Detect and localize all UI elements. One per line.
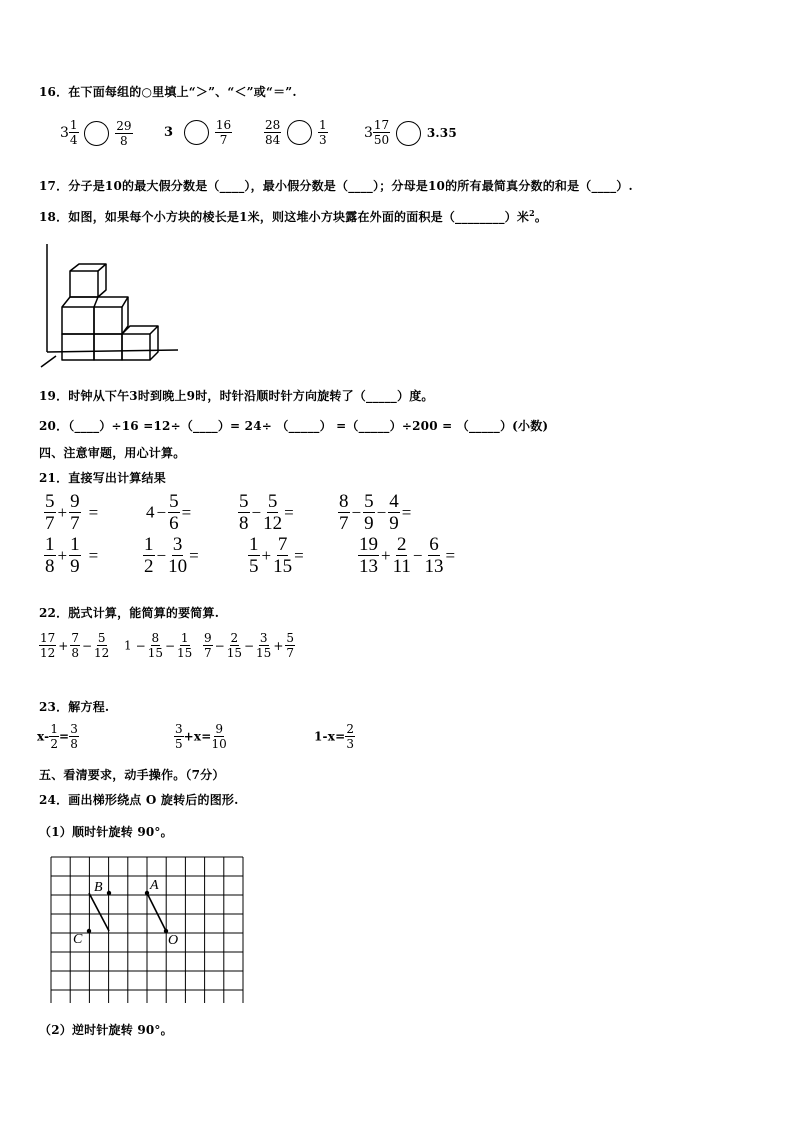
fraction: $\frac{6}{13}$ bbox=[424, 534, 444, 577]
fraction: $\frac{8}{15}$ bbox=[147, 631, 163, 660]
segment-ao bbox=[147, 893, 166, 931]
q20-text: 20．（____）÷16 =12÷（____）= 24÷ （_____） =（_____）÷200 = （_____）(小数) bbox=[39, 419, 549, 433]
cube-stack-figure bbox=[38, 240, 183, 370]
q16-2-left: 3 bbox=[164, 125, 174, 140]
q16-item-1 bbox=[60, 119, 133, 147]
fraction: $\frac{9}{10}$ bbox=[211, 722, 227, 751]
operator: − bbox=[214, 638, 225, 653]
eq-equals: = bbox=[58, 729, 70, 744]
q16-3-rnum: 1 bbox=[318, 118, 327, 132]
fraction: $\frac{1}{15}$ bbox=[177, 631, 193, 660]
q21-row1-item3 bbox=[238, 492, 296, 533]
label-c: C bbox=[73, 932, 83, 947]
q17-text: 17．分子是10的最大假分数是（____），最小假分数是（____）；分母是10的所有最简真分数的和是（____）. bbox=[39, 179, 633, 193]
q16-4-num: 17 bbox=[373, 118, 390, 132]
operator: − bbox=[376, 502, 387, 522]
fraction: $\frac{5}{12}$ bbox=[263, 491, 283, 534]
section-4-heading: 四、注意审题，用心计算。 bbox=[39, 446, 186, 460]
q18-tail: 。 bbox=[534, 210, 548, 224]
floor-diagonal-line bbox=[41, 356, 56, 367]
q23-eq2 bbox=[174, 723, 227, 750]
eq-mid: +x= bbox=[183, 729, 212, 744]
equals: = bbox=[401, 502, 412, 522]
q18-sup: 2 bbox=[529, 208, 535, 218]
fraction: $\frac{19}{13}$ bbox=[359, 534, 378, 577]
fraction: $\frac{3}{5}$ bbox=[175, 722, 183, 751]
fraction: $\frac{7}{8}$ bbox=[71, 631, 79, 660]
fraction: $\frac{2}{11}$ bbox=[392, 534, 411, 577]
operator: − bbox=[135, 638, 146, 653]
q16-3-rden: 3 bbox=[318, 133, 327, 147]
fraction: $\frac{5}{9}$ bbox=[364, 491, 374, 534]
fraction: $\frac{17}{12}$ bbox=[40, 631, 56, 660]
q16-3-lden: 84 bbox=[265, 133, 281, 147]
q16-2-rden: 7 bbox=[219, 133, 228, 147]
fraction: $\frac{8}{7}$ bbox=[339, 491, 349, 534]
compare-circle-3[interactable] bbox=[287, 120, 312, 145]
q22-text: 22．脱式计算，能简算的要简算. bbox=[39, 606, 220, 620]
q21-row2-item3 bbox=[248, 535, 306, 576]
whole: 4 bbox=[146, 502, 155, 522]
fraction: $\frac{5}{7}$ bbox=[286, 631, 295, 660]
compare-circle-2[interactable] bbox=[184, 120, 209, 145]
fraction: $\frac{5}{8}$ bbox=[239, 491, 249, 534]
fraction: $\frac{5}{6}$ bbox=[169, 491, 179, 534]
operator: + bbox=[57, 545, 68, 565]
operator: + bbox=[273, 638, 284, 653]
equals: = bbox=[445, 545, 456, 565]
equals: = bbox=[181, 502, 192, 522]
fraction: $\frac{1}{5}$ bbox=[249, 534, 259, 577]
q22-item2 bbox=[124, 632, 192, 659]
equals: = bbox=[284, 502, 294, 522]
fraction: $\frac{4}{9}$ bbox=[389, 491, 399, 534]
fraction: $\frac{9}{7}$ bbox=[204, 631, 212, 660]
q24-sub1: （1）顺时针旋转 90°。 bbox=[39, 825, 173, 839]
q16-1-whole: 3 bbox=[60, 124, 69, 141]
whole: 1 bbox=[124, 638, 132, 653]
q21-text: 21．直接写出计算结果 bbox=[39, 471, 166, 485]
operator: + bbox=[57, 502, 68, 522]
q16-item-4 bbox=[364, 119, 457, 146]
rotation-grid bbox=[49, 855, 245, 1003]
operator: − bbox=[351, 502, 362, 522]
q16-text: 16．在下面每组的○里填上“＞”、“＜”或“＝”. bbox=[39, 85, 297, 99]
operator: − bbox=[156, 545, 167, 565]
q24-text: 24．画出梯形绕点 O 旋转后的图形. bbox=[39, 793, 239, 807]
fraction: $\frac{2}{3}$ bbox=[346, 722, 354, 751]
fraction: $\frac{1}{2}$ bbox=[144, 534, 154, 577]
fraction: $\frac{1}{9}$ bbox=[70, 534, 80, 577]
label-a: A bbox=[150, 878, 159, 893]
operator: + bbox=[381, 545, 391, 565]
q21-row1-item2 bbox=[146, 492, 193, 533]
q16-1-rnum: 29 bbox=[116, 118, 132, 133]
q21-row2-item1 bbox=[44, 535, 100, 576]
q23-eq1 bbox=[37, 723, 79, 750]
equals: = bbox=[294, 545, 304, 565]
fraction: $\frac{7}{15}$ bbox=[273, 534, 293, 577]
q16-item-3 bbox=[264, 119, 328, 146]
q16-2-rnum: 16 bbox=[215, 118, 232, 132]
compare-circle-1[interactable] bbox=[84, 121, 109, 146]
q23-text: 23．解方程. bbox=[39, 700, 110, 714]
fraction: $\frac{3}{8}$ bbox=[70, 722, 78, 751]
q21-row2-item4 bbox=[358, 535, 457, 576]
fraction: $\frac{1}{8}$ bbox=[45, 534, 55, 577]
q22-item3 bbox=[203, 632, 295, 659]
eq-prefix: 1-x= bbox=[314, 729, 346, 744]
eq-prefix: x- bbox=[37, 729, 50, 744]
q16-1-num: 1 bbox=[69, 118, 78, 132]
q21-row1-item1 bbox=[44, 492, 100, 533]
operator: − bbox=[164, 638, 176, 653]
label-b: B bbox=[94, 880, 103, 895]
segment-bc bbox=[89, 893, 109, 931]
q16-4-den: 50 bbox=[373, 133, 390, 147]
fraction: $\frac{3}{15}$ bbox=[256, 631, 272, 660]
equals: = bbox=[189, 545, 199, 565]
operator: − bbox=[81, 638, 93, 653]
operator: − bbox=[243, 638, 255, 653]
operator: + bbox=[261, 545, 272, 565]
compare-circle-4[interactable] bbox=[396, 121, 421, 146]
fraction: $\frac{9}{7}$ bbox=[70, 491, 80, 534]
operator: − bbox=[251, 502, 262, 522]
fraction: $\frac{5}{12}$ bbox=[94, 631, 110, 660]
q21-row1-item4 bbox=[338, 492, 413, 533]
q16-3-lnum: 28 bbox=[265, 118, 281, 132]
q16-4-whole: 3 bbox=[364, 124, 373, 141]
fraction: $\frac{2}{15}$ bbox=[226, 631, 242, 660]
q23-eq3 bbox=[314, 723, 355, 750]
equals: = bbox=[88, 502, 99, 522]
q24-sub2: （2）逆时针旋转 90°。 bbox=[39, 1023, 173, 1037]
fraction: $\frac{3}{10}$ bbox=[168, 534, 188, 577]
q16-1-rden: 8 bbox=[120, 133, 128, 148]
operator: + bbox=[58, 638, 69, 653]
q16-1-den: 4 bbox=[69, 133, 78, 147]
q22-item1 bbox=[39, 632, 109, 659]
q18-text-line bbox=[39, 208, 547, 225]
q21-row2-item2 bbox=[143, 535, 201, 576]
operator: − bbox=[412, 545, 423, 565]
q19-text: 19．时钟从下午3时到晚上9时，时针沿顺时针方向旋转了（_____）度。 bbox=[39, 389, 434, 403]
section-5-heading: 五、看清要求，动手操作。（7分） bbox=[39, 768, 225, 782]
equals: = bbox=[88, 545, 99, 565]
q18-text: 18．如图，如果每个小方块的棱长是1米，则这堆小方块露在外面的面积是（________）米 bbox=[39, 210, 530, 224]
operator: − bbox=[156, 502, 167, 522]
label-o: O bbox=[168, 933, 179, 948]
q16-4-right: 3.35 bbox=[426, 126, 457, 140]
q16-item-2 bbox=[164, 119, 232, 146]
fraction: $\frac{5}{7}$ bbox=[45, 491, 55, 534]
fraction: $\frac{1}{2}$ bbox=[50, 722, 58, 751]
